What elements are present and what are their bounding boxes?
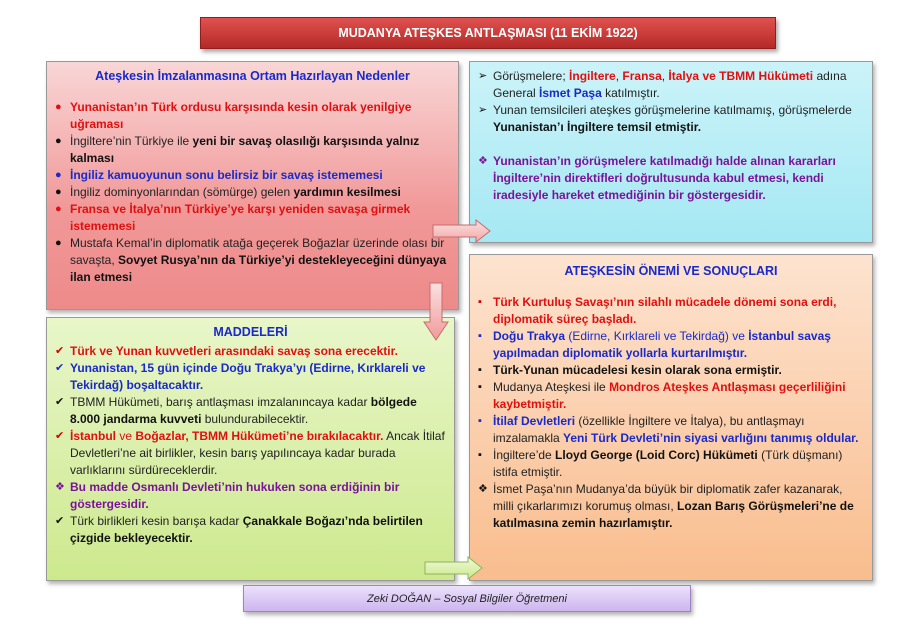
- item-text: İngiltere’de: [493, 448, 556, 462]
- item-text: Fransa ve İtalya’nın Türkiye’ye karşı yeniden savaşa girmek istememesi: [70, 202, 411, 233]
- arrow-right-icon: [432, 219, 492, 243]
- causes-list: [55, 99, 450, 286]
- list-item: [55, 394, 446, 428]
- item-text: (Türk düşmanı) istifa etmiştir.: [493, 448, 843, 479]
- list-item: [55, 133, 450, 167]
- item-text: Ancak İtilaf Devletleri’ne ait birlikler, kesin barış yapılıncaya kadar burada varlıklarını sürdüreceklerdir.: [70, 429, 445, 477]
- item-text: ,: [615, 69, 623, 83]
- item-text: Türk birlikleri kesin barışa kadar: [70, 514, 243, 528]
- bullet-icon: ●: [55, 169, 62, 181]
- page-title: MUDANYA ATEŞKES ANTLAŞMASI (11 EKİM 1922): [200, 17, 776, 49]
- check-bullet-icon: ✔: [55, 362, 65, 374]
- item-text: bulundurabilecektir.: [201, 412, 309, 426]
- list-item: [55, 428, 446, 479]
- item-text: Mondros Ateşkes Antlaşması geçerliliğini kaybetmiştir.: [493, 380, 846, 411]
- list-item: [478, 447, 864, 481]
- negotiations-box: [469, 61, 873, 243]
- bullet-icon: ●: [55, 203, 62, 215]
- item-text: Türk-Yunan mücadelesi kesin olarak sona ermiştir.: [493, 363, 782, 377]
- item-text: İstanbul: [70, 429, 117, 443]
- negotiations-note-list: [478, 153, 864, 204]
- item-text: ,: [661, 69, 669, 83]
- list-item: [55, 343, 446, 360]
- list-item: [478, 68, 864, 102]
- articles-heading: MADDELERİ: [213, 325, 288, 339]
- item-text: İngiltere: [569, 69, 616, 83]
- square-bullet-icon: ▪: [478, 364, 482, 376]
- item-text: katılmıştır.: [601, 86, 660, 100]
- list-item: [478, 413, 864, 447]
- item-text: Yunanistan’ı İngiltere temsil etmiştir.: [493, 120, 702, 134]
- list-item: [55, 479, 446, 513]
- item-text: Bu madde Osmanlı Devleti’nin hukuken sona erdiğinin bir göstergesidir.: [70, 480, 400, 511]
- item-text: İngiliz dominyonlarından (sömürge) gelen: [70, 185, 294, 199]
- arrow-down-icon: [423, 282, 449, 342]
- item-text: Yunan temsilcileri ateşkes görüşmelerine katılmamış, görüşmelerde: [493, 103, 852, 117]
- articles-list: [55, 343, 446, 547]
- item-text: Çanakkale Boğazı’nda belirtilen çizgide bekleyecektir.: [70, 514, 423, 545]
- item-text: İngiltere’nin Türkiye ile: [70, 134, 193, 148]
- item-text: İstanbul savaş yapılmadan diplomatik yollarla kurtarılmıştır.: [493, 329, 831, 360]
- check-bullet-icon: ✔: [55, 430, 65, 442]
- item-text: Türk ve Yunan kuvvetleri arasındaki savaş sona erecektir.: [70, 344, 398, 358]
- item-text: bölgede 8.000 jandarma kuvveti: [70, 395, 417, 426]
- item-text: TBMM Hükümeti, barış antlaşması imzalanıncaya kadar: [70, 395, 371, 409]
- item-text: Mustafa Kemal’in diplomatik atağa geçerek Boğazlar üzerinde olası bir savaşta,: [70, 236, 445, 267]
- item-text: Görüşmelere;: [493, 69, 570, 83]
- item-text: Yunanistan, 15 gün içinde Doğu Trakya’yı (Edirne, Kırklareli ve Tekirdağ) boşaltacaktır.: [70, 361, 426, 392]
- item-text: İtilaf Devletleri: [493, 414, 576, 428]
- causes-box: [46, 61, 459, 310]
- diamond-bullet-icon: ❖: [478, 155, 488, 167]
- item-text: Lozan Barış Görüşmeleri’ne de katılmasına zemin hazırlamıştır.: [493, 499, 854, 530]
- item-text: Yeni Türk Devleti’nin siyasi varlığını tanımış oldular.: [563, 431, 859, 445]
- square-bullet-icon: ▪: [478, 296, 482, 308]
- item-text: Türk Kurtuluş Savaşı’nın silahlı mücadele dönemi sona erdi, diplomatik süreç başladı.: [493, 295, 837, 326]
- results-box: [469, 254, 873, 581]
- list-item: [478, 294, 864, 328]
- bullet-icon: ●: [55, 237, 62, 249]
- item-text: Sovyet Rusya’nın da Türkiye’yi destekleyeceğini dünyaya ilan etmesi: [70, 253, 447, 284]
- square-bullet-icon: ▪: [478, 381, 482, 393]
- articles-box: [46, 317, 455, 581]
- item-text: Lloyd George (Loid Corc) Hükümeti: [555, 448, 758, 462]
- list-item: [55, 167, 450, 184]
- check-bullet-icon: ✔: [55, 515, 65, 527]
- list-item: [478, 102, 864, 136]
- results-list: [478, 294, 864, 532]
- square-bullet-icon: ❖: [478, 483, 488, 495]
- item-text: Doğu Trakya: [493, 329, 566, 343]
- item-text: İsmet Paşa’nın Mudanya’da büyük bir diplomatik zafer kazanarak, milli çıkarlarımızı korumuş olması,: [493, 482, 843, 513]
- list-item: [55, 513, 446, 547]
- causes-heading: Ateşkesin İmzalanmasına Ortam Hazırlayan Nedenler: [95, 69, 410, 83]
- item-text: Fransa: [622, 69, 662, 83]
- list-item: [55, 235, 450, 286]
- item-text: İsmet Paşa: [539, 86, 602, 100]
- item-text: (Edirne, Kırklareli ve Tekirdağ) ve: [565, 329, 749, 343]
- item-text: adına General: [493, 69, 847, 100]
- list-item: [478, 481, 864, 532]
- item-text: Mudanya Ateşkesi ile: [493, 380, 610, 394]
- list-item: [478, 362, 864, 379]
- negotiations-list: [478, 68, 864, 136]
- item-text: ve: [116, 429, 136, 443]
- arrow-bullet-icon: ➢: [478, 104, 488, 116]
- square-bullet-icon: ▪: [478, 449, 482, 461]
- item-text: (özellikle İngiltere ve İtalya), bu antlaşmayı imzalamakla: [493, 414, 805, 445]
- results-heading: ATEŞKESİN ÖNEMİ VE SONUÇLARI: [564, 264, 778, 278]
- item-text: İtalya ve TBMM Hükümeti: [668, 69, 814, 83]
- check-bullet-icon: ✔: [55, 396, 65, 408]
- bullet-icon: ●: [55, 135, 62, 147]
- item-text: İngiliz kamuoyunun sonu belirsiz bir savaş istememesi: [70, 168, 383, 182]
- square-bullet-icon: ▪: [478, 415, 482, 427]
- bullet-icon: ●: [55, 186, 62, 198]
- list-item: [478, 379, 864, 413]
- square-bullet-icon: ▪: [478, 330, 482, 342]
- list-item: [55, 184, 450, 201]
- check-bullet-icon: ❖: [55, 481, 65, 493]
- list-item: [55, 99, 450, 133]
- negotiations-note: ❖ Yunanistan’ın görüşmelere katılmadığı halde alınan kararları İngiltere’nin direktifleri doğrultusunda kabul etmesi, kendi iradesiyle hareket etmediğinin bir göstergesidir.: [478, 154, 836, 202]
- list-item: [55, 360, 446, 394]
- item-text: Boğazlar, TBMM Hükümeti’ne bırakılacaktır.: [135, 429, 384, 443]
- arrow-right-icon: [424, 556, 484, 580]
- item-text: yeni bir savaş olasılığı karşısında yalnız kalması: [70, 134, 420, 165]
- bullet-icon: ●: [55, 101, 62, 113]
- item-text: yardımın kesilmesi: [293, 185, 401, 199]
- check-bullet-icon: ✔: [55, 345, 65, 357]
- list-item: [55, 201, 450, 235]
- item-text: Yunanistan’ın Türk ordusu karşısında kesin olarak yenilgiye uğraması: [70, 100, 412, 131]
- author-footer: Zeki DOĞAN – Sosyal Bilgiler Öğretmeni: [243, 585, 691, 612]
- arrow-bullet-icon: ➢: [478, 70, 488, 82]
- list-item: [478, 328, 864, 362]
